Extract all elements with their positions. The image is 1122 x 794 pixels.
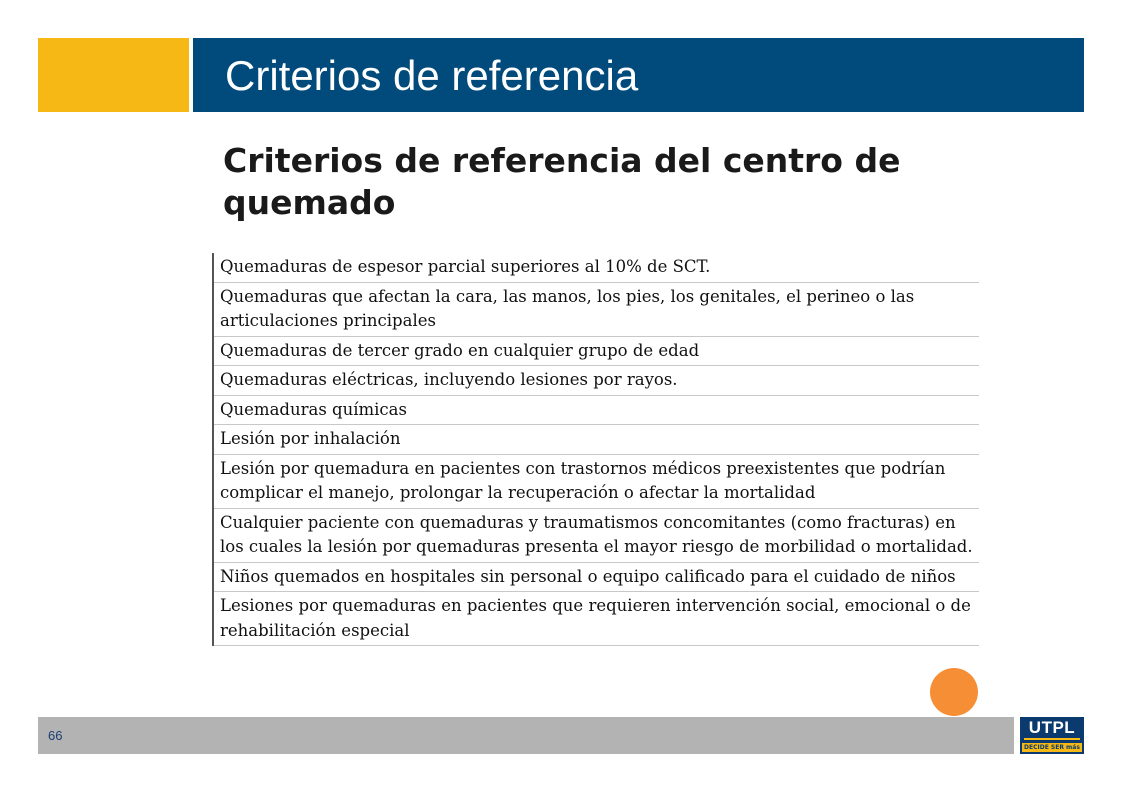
criteria-item: Quemaduras eléctricas, incluyendo lesiones por rayos. — [214, 366, 979, 396]
criteria-item: Quemaduras que afectan la cara, las manos, los pies, los genitales, el perineo o las articulaciones principales — [214, 283, 979, 337]
criteria-item: Lesión por quemadura en pacientes con trastornos médicos preexistentes que podrían complicar el manejo, prolongar la recuperación o afectar la mortalidad — [214, 455, 979, 509]
title-bar — [193, 38, 1084, 112]
accent-block — [38, 38, 189, 112]
criteria-item: Lesiones por quemaduras en pacientes que requieren intervención social, emocional o de rehabilitación especial — [214, 592, 979, 646]
criteria-list — [212, 253, 979, 646]
logo-wordmark: UTPL — [1028, 718, 1076, 737]
section-heading: Criterios de referencia del centro de quemado — [223, 141, 901, 222]
logo-tagline: DECIDE SER más — [1022, 743, 1082, 752]
criteria-item: Lesión por inhalación — [214, 425, 979, 455]
criteria-item: Quemaduras químicas — [214, 396, 979, 426]
orange-dot-decoration — [930, 668, 978, 716]
slide-title: Criterios de referencia — [225, 52, 639, 99]
logo-divider — [1024, 738, 1080, 740]
criteria-item: Niños quemados en hospitales sin personal o equipo calificado para el cuidado de niños — [214, 563, 979, 593]
criteria-item: Quemaduras de espesor parcial superiores al 10% de SCT. — [214, 253, 979, 283]
footer-bar — [38, 717, 1014, 754]
page-number: 66 — [48, 728, 63, 743]
utpl-logo — [1020, 717, 1084, 754]
criteria-item: Quemaduras de tercer grado en cualquier grupo de edad — [214, 337, 979, 367]
criteria-item: Cualquier paciente con quemaduras y traumatismos concomitantes (como fracturas) en los cuales la lesión por quemaduras presenta el mayor riesgo de morbilidad o mortalidad. — [214, 509, 979, 563]
